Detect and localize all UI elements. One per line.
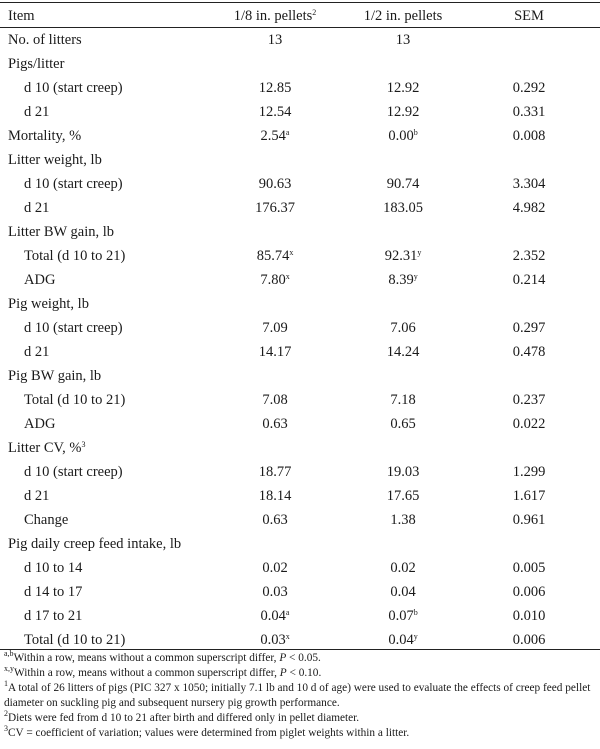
value-col2: [358, 28, 448, 54]
value-col2-text: 0.04: [388, 632, 414, 648]
row-label-text: d 17 to 21: [24, 608, 83, 624]
table-row: [0, 340, 600, 364]
value-sem-text: 0.331: [512, 104, 546, 120]
value-col1: [230, 604, 320, 630]
footnote-marker: 2: [4, 709, 8, 718]
row-label: [24, 484, 49, 508]
value-col2-text: 0.04: [390, 584, 416, 600]
value-col2: [358, 244, 448, 270]
value-col2: [358, 172, 448, 198]
value-sem-text: 0.237: [512, 392, 546, 408]
footnote-marker: 1: [4, 679, 8, 688]
value-col1-text: 18.14: [258, 488, 292, 504]
table-row: [0, 412, 600, 436]
footnote-text: CV = coefficient of variation; values were determined from piglet weights within a litter.: [8, 727, 410, 739]
value-sem-text: 0.006: [512, 584, 546, 600]
value-sem-text: 4.982: [512, 200, 546, 216]
value-col2-text: 0.00: [388, 128, 414, 144]
value-sem: [484, 388, 574, 412]
value-col1-sup: a: [285, 128, 290, 137]
row-label-text: Litter weight, lb: [8, 152, 102, 168]
table-row: [0, 172, 600, 196]
value-col2-text: 12.92: [386, 80, 420, 96]
row-label-text: ADG: [24, 416, 56, 432]
value-sem: [484, 580, 574, 604]
row-label-text: Mortality, %: [8, 128, 82, 144]
value-sem-text: 3.304: [512, 176, 546, 192]
value-col1: [230, 100, 320, 126]
row-label: [8, 52, 64, 76]
footnote-italic: P: [279, 667, 287, 679]
value-sem-text: 0.297: [512, 320, 546, 336]
value-col2-text: 19.03: [386, 464, 420, 480]
row-label: [24, 100, 49, 124]
value-col2-sup: b: [413, 608, 418, 617]
table-row: [0, 124, 600, 148]
table-row: [0, 388, 600, 412]
footnote-marker: 3: [4, 724, 8, 733]
row-label: [8, 364, 101, 388]
table-row: [0, 460, 600, 484]
value-sem: [484, 196, 574, 220]
value-sem: [484, 412, 574, 436]
value-col1-text: 18.77: [258, 464, 292, 480]
value-sem: [484, 244, 574, 268]
value-col2: [358, 508, 448, 534]
table-row: [0, 364, 600, 388]
row-label: [24, 508, 68, 532]
value-sem: [484, 508, 574, 532]
header-col2: 1/2 in. pellets: [363, 8, 443, 24]
table-row: [0, 532, 600, 556]
row-label-text: d 21: [24, 104, 50, 120]
header-col3: SEM: [514, 8, 544, 24]
row-label: [8, 436, 85, 462]
row-label: [24, 316, 123, 340]
footnote: [4, 711, 598, 726]
footnote-text: A total of 26 litters of pigs (PIC 327 x 1050; initially 7.1 lb and 10 d of age) were used to evaluate the effects of creep feed pellet diameter on suckling pig and subsequent nursery pig growth performance.: [4, 682, 591, 709]
row-label-text: Pig daily creep feed intake, lb: [8, 536, 182, 552]
value-col2: [358, 196, 448, 222]
footnotes: [4, 651, 598, 741]
table-row: [0, 148, 600, 172]
value-col1: [230, 28, 320, 54]
value-col1-sup: a: [285, 608, 290, 617]
footnote-marker: a,b: [4, 649, 14, 658]
value-col2-text: 7.18: [390, 392, 416, 408]
value-sem-text: 2.352: [512, 248, 546, 264]
value-col1: [230, 244, 320, 270]
row-label-text: Change: [24, 512, 69, 528]
header-item: Item: [8, 8, 35, 24]
table-row: [0, 28, 600, 52]
value-col2: [358, 580, 448, 606]
header-col1-sup: 2: [312, 8, 317, 17]
value-sem-text: 0.292: [512, 80, 546, 96]
value-col2-text: 14.24: [386, 344, 420, 360]
value-sem-text: 0.961: [512, 512, 546, 528]
value-col1: [230, 484, 320, 510]
value-sem: [484, 340, 574, 364]
row-label-text: Total (d 10 to 21): [24, 392, 126, 408]
value-col1-text: 0.03: [262, 584, 288, 600]
value-col2-text: 7.06: [390, 320, 416, 336]
value-col1-sup: x: [289, 248, 294, 257]
value-sem-text: 0.010: [512, 608, 546, 624]
value-col1-text: 0.02: [262, 560, 288, 576]
footnote-tail: < 0.10.: [286, 667, 322, 679]
row-label-sup: 3: [81, 440, 86, 449]
value-sem-text: 0.006: [512, 632, 546, 648]
value-col1-text: 0.63: [262, 512, 288, 528]
value-col1: [230, 388, 320, 414]
value-col1: [230, 580, 320, 606]
value-col1-text: 0.03: [260, 632, 286, 648]
value-col2: [358, 388, 448, 414]
value-col1-sup: x: [285, 272, 290, 281]
value-col2-sup: y: [413, 632, 418, 641]
value-col1: [230, 316, 320, 342]
row-label-text: d 21: [24, 200, 50, 216]
footnote: [4, 681, 598, 711]
table-row: [0, 220, 600, 244]
value-col1-text: 7.09: [262, 320, 288, 336]
footnote-marker: x,y: [4, 664, 14, 673]
value-sem-text: 0.478: [512, 344, 546, 360]
row-label-text: Pig BW gain, lb: [8, 368, 102, 384]
value-sem: [484, 556, 574, 580]
row-label: [8, 28, 82, 52]
value-sem-text: 0.022: [512, 416, 546, 432]
footnote: [4, 651, 598, 666]
footnote-text: Within a row, means without a common superscript differ,: [14, 667, 280, 679]
footnote-tail: < 0.05.: [286, 652, 321, 664]
row-label-text: Pigs/litter: [8, 56, 65, 72]
footnote-italic: P: [279, 652, 287, 664]
table-top-rule: [0, 2, 600, 3]
value-col2-text: 8.39: [388, 272, 414, 288]
value-sem: [484, 172, 574, 196]
row-label: [24, 460, 123, 484]
value-col2: [358, 460, 448, 486]
row-label: [24, 196, 49, 220]
row-label: [24, 388, 125, 412]
row-label-text: d 10 to 14: [24, 560, 83, 576]
value-col1: [230, 172, 320, 198]
table-row: [0, 604, 600, 628]
row-label-text: Total (d 10 to 21): [24, 632, 126, 648]
row-label: [24, 268, 55, 292]
value-col2-text: 13: [395, 32, 411, 48]
value-col2-text: 92.31: [384, 248, 418, 264]
value-col2: [358, 412, 448, 438]
value-col2-sup: y: [417, 248, 422, 257]
value-sem-text: 1.617: [512, 488, 546, 504]
value-col2: [358, 100, 448, 126]
value-col1-sup: x: [285, 632, 290, 641]
value-col1: [230, 412, 320, 438]
footnote: [4, 666, 598, 681]
table-bottom-rule: [0, 649, 600, 650]
row-label-text: d 10 (start creep): [24, 320, 123, 336]
table-row: [0, 556, 600, 580]
table-row: [0, 52, 600, 76]
value-col1-text: 12.54: [258, 104, 292, 120]
table-row: [0, 484, 600, 508]
row-label: [24, 244, 125, 268]
value-col1: [230, 124, 320, 150]
value-col1: [230, 340, 320, 366]
table-row: [0, 76, 600, 100]
value-col2-sup: b: [413, 128, 418, 137]
row-label: [8, 124, 81, 148]
row-label: [24, 580, 82, 604]
value-col2-text: 1.38: [390, 512, 416, 528]
row-label-text: d 21: [24, 488, 50, 504]
table-row: [0, 316, 600, 340]
value-col2-text: 0.65: [390, 416, 416, 432]
value-col2: [358, 268, 448, 294]
row-label-text: ADG: [24, 272, 56, 288]
value-sem-text: 1.299: [512, 464, 546, 480]
row-label: [24, 172, 123, 196]
value-col1: [230, 268, 320, 294]
table-row: [0, 244, 600, 268]
table-row: [0, 436, 600, 460]
row-label: [8, 532, 181, 556]
row-label-text: d 10 (start creep): [24, 176, 123, 192]
header-col1-text: 1/8 in. pellets: [233, 8, 313, 24]
value-col1-text: 7.80: [260, 272, 286, 288]
value-sem: [484, 124, 574, 148]
value-col1-text: 13: [267, 32, 283, 48]
row-label-text: No. of litters: [8, 32, 82, 48]
value-col1: [230, 460, 320, 486]
row-label-text: Total (d 10 to 21): [24, 248, 126, 264]
row-label: [24, 412, 55, 436]
value-col1-text: 7.08: [262, 392, 288, 408]
value-col1-text: 85.74: [256, 248, 290, 264]
row-label: [8, 148, 102, 172]
table-header-row: [0, 4, 600, 28]
row-label: [24, 340, 49, 364]
value-col2-text: 183.05: [383, 200, 423, 216]
value-col2-text: 90.74: [386, 176, 420, 192]
value-sem-text: 0.008: [512, 128, 546, 144]
row-label-text: d 14 to 17: [24, 584, 83, 600]
footnote: [4, 726, 598, 741]
value-col1: [230, 508, 320, 534]
value-col2: [358, 124, 448, 150]
value-col2: [358, 604, 448, 630]
value-sem-text: 0.005: [512, 560, 546, 576]
value-sem: [484, 460, 574, 484]
value-col2-text: 12.92: [386, 104, 420, 120]
value-col2: [358, 556, 448, 582]
row-label-text: Litter CV, %: [8, 440, 82, 456]
value-col2: [358, 76, 448, 102]
value-col1-text: 2.54: [260, 128, 286, 144]
value-sem-text: 0.214: [512, 272, 546, 288]
row-label: [24, 556, 82, 580]
row-label: [24, 76, 123, 100]
row-label: [8, 292, 89, 316]
value-col2: [358, 484, 448, 510]
value-col1-text: 0.04: [260, 608, 286, 624]
footnote-text: Diets were fed from d 10 to 21 after birth and differed only in pellet diameter.: [8, 712, 360, 724]
value-col1-text: 12.85: [258, 80, 292, 96]
value-col1: [230, 196, 320, 222]
value-col1-text: 0.63: [262, 416, 288, 432]
table-row: [0, 508, 600, 532]
value-col1-text: 14.17: [258, 344, 292, 360]
value-col2-text: 0.02: [390, 560, 416, 576]
value-col1-text: 176.37: [255, 200, 295, 216]
value-col1-text: 90.63: [258, 176, 292, 192]
table-row: [0, 196, 600, 220]
row-label: [8, 220, 114, 244]
value-sem: [484, 76, 574, 100]
table-row: [0, 292, 600, 316]
table-row: [0, 100, 600, 124]
footnote-text: Within a row, means without a common superscript differ,: [13, 652, 280, 664]
value-sem: [484, 484, 574, 508]
value-col2: [358, 316, 448, 342]
row-label-text: Litter BW gain, lb: [8, 224, 115, 240]
row-label-text: d 10 (start creep): [24, 80, 123, 96]
row-label-text: d 21: [24, 344, 50, 360]
row-label-text: d 10 (start creep): [24, 464, 123, 480]
value-col1: [230, 556, 320, 582]
table-row: [0, 268, 600, 292]
value-col2-text: 17.65: [386, 488, 420, 504]
value-sem: [484, 100, 574, 124]
value-col2-text: 0.07: [388, 608, 414, 624]
value-col2-sup: y: [413, 272, 418, 281]
value-sem: [484, 316, 574, 340]
row-label-text: Pig weight, lb: [8, 296, 89, 312]
table-row: [0, 580, 600, 604]
value-col1: [230, 76, 320, 102]
value-sem: [484, 604, 574, 628]
value-sem: [484, 268, 574, 292]
row-label: [24, 604, 82, 628]
value-col2: [358, 340, 448, 366]
